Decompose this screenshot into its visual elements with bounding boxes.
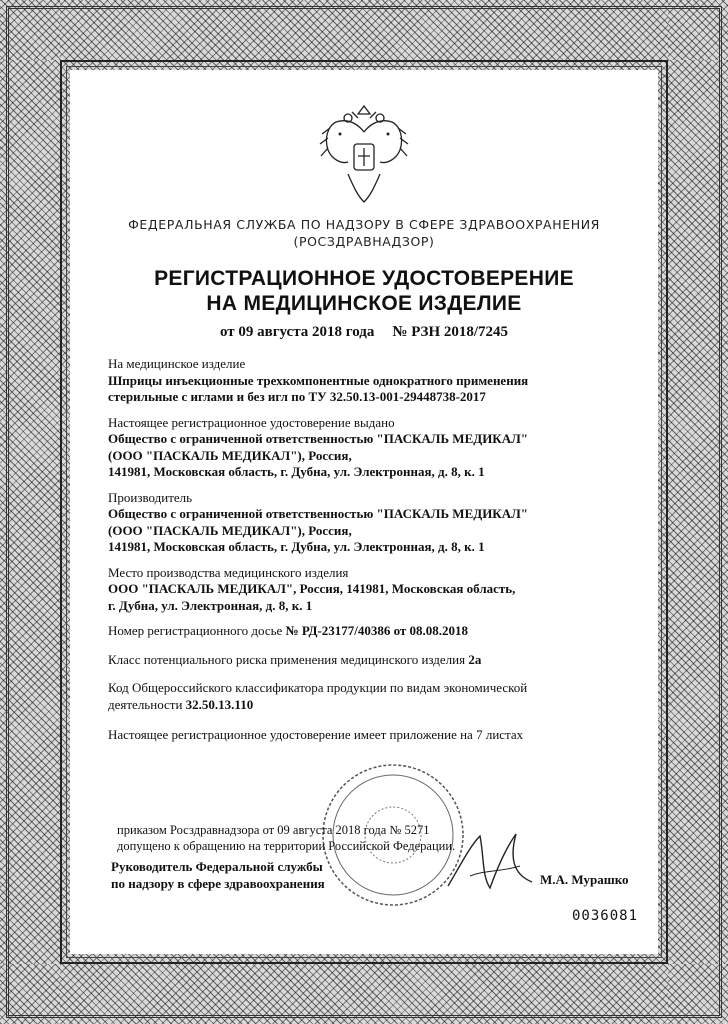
agency-line-2: (РОСЗДРАВНАДЗОР) (293, 234, 435, 249)
device-value: Шприцы инъекционные трехкомпонентные однократного применения стерильные с иглами и без игл по ТУ 32.50.13-001-29448738-2017 (108, 372, 529, 404)
risk-class-section (108, 652, 588, 669)
signatory-position (111, 858, 371, 892)
appendix-text: Настоящее регистрационное удостоверение имеет приложение на 7 листах (108, 727, 524, 742)
position-line-2: по надзору в сфере здравоохранения (111, 876, 325, 891)
production-site-line-1: ООО "ПАСКАЛЬ МЕДИКАЛ", Россия, 141981, Московская область, (108, 581, 516, 596)
manufacturer-label: Производитель (108, 489, 193, 505)
device-label: На медицинское изделие (108, 356, 246, 371)
dossier-section (108, 623, 588, 640)
signatory-name: М.А. Мурашко (540, 872, 629, 887)
position-line-1: Руководитель Федеральной службы (111, 859, 323, 874)
okp-section (108, 680, 588, 713)
risk-class-label: Класс потенциального риска применения медицинского изделия (108, 651, 466, 667)
device-section (108, 356, 588, 406)
order-line-1: приказом Росздравнадзора от 09 августа 2018 года № 5271 (117, 823, 430, 837)
manufacturer-section (108, 490, 588, 556)
agency-name (80, 216, 648, 250)
dossier-value: № РД-23177/40386 от 08.08.2018 (285, 623, 469, 638)
production-site-line-2: г. Дубна, ул. Электронная, д. 8, к. 1 (108, 597, 313, 613)
production-site-section (108, 565, 588, 615)
production-site-label: Место производства медицинского изделия (108, 564, 349, 580)
certificate-number: № РЗН 2018/7245 (392, 324, 509, 340)
manufacturer-line-1: Общество с ограниченной ответственностью "ПАСКАЛЬ МЕДИКАЛ" (108, 506, 529, 521)
certificate-title (80, 266, 648, 316)
okp-label: Код Общероссийского классификатора продукции по видам экономической деятельности (108, 680, 528, 712)
order-line-2: допущено к обращению на территории Российской Федерации. (117, 839, 456, 853)
certificate-date: от 09 августа 2018 года (219, 324, 375, 340)
certificate-body (108, 356, 588, 753)
double-headed-eagle-emblem-icon (318, 104, 410, 208)
issued-to-section (108, 415, 588, 481)
title-line-1: РЕГИСТРАЦИОННОЕ УДОСТОВЕРЕНИЕ (154, 267, 574, 290)
issued-to-line-1: Общество с ограниченной ответственностью "ПАСКАЛЬ МЕДИКАЛ" (108, 431, 529, 446)
dossier-label: Номер регистрационного досье (108, 623, 283, 638)
serial-number: 0036081 (572, 908, 639, 924)
order-text (117, 822, 537, 854)
risk-class-value: 2а (468, 651, 482, 667)
okp-value: 32.50.13.110 (185, 696, 254, 712)
certificate-date-number (80, 324, 648, 341)
issued-to-line-2: (ООО "ПАСКАЛЬ МЕДИКАЛ"), Россия, (108, 447, 352, 463)
title-line-2: НА МЕДИЦИНСКОЕ ИЗДЕЛИЕ (206, 292, 522, 315)
issued-to-line-3: 141981, Московская область, г. Дубна, ул. Электронная, д. 8, к. 1 (108, 464, 485, 479)
issued-to-label: Настоящее регистрационное удостоверение выдано (108, 414, 395, 430)
agency-line-1: ФЕДЕРАЛЬНАЯ СЛУЖБА ПО НАДЗОРУ В СФЕРЕ ЗДРАВООХРАНЕНИЯ (128, 217, 600, 232)
manufacturer-line-2: (ООО "ПАСКАЛЬ МЕДИКАЛ"), Россия, (108, 522, 352, 538)
appendix-section (108, 727, 588, 744)
manufacturer-line-3: 141981, Московская область, г. Дубна, ул. Электронная, д. 8, к. 1 (108, 539, 485, 554)
